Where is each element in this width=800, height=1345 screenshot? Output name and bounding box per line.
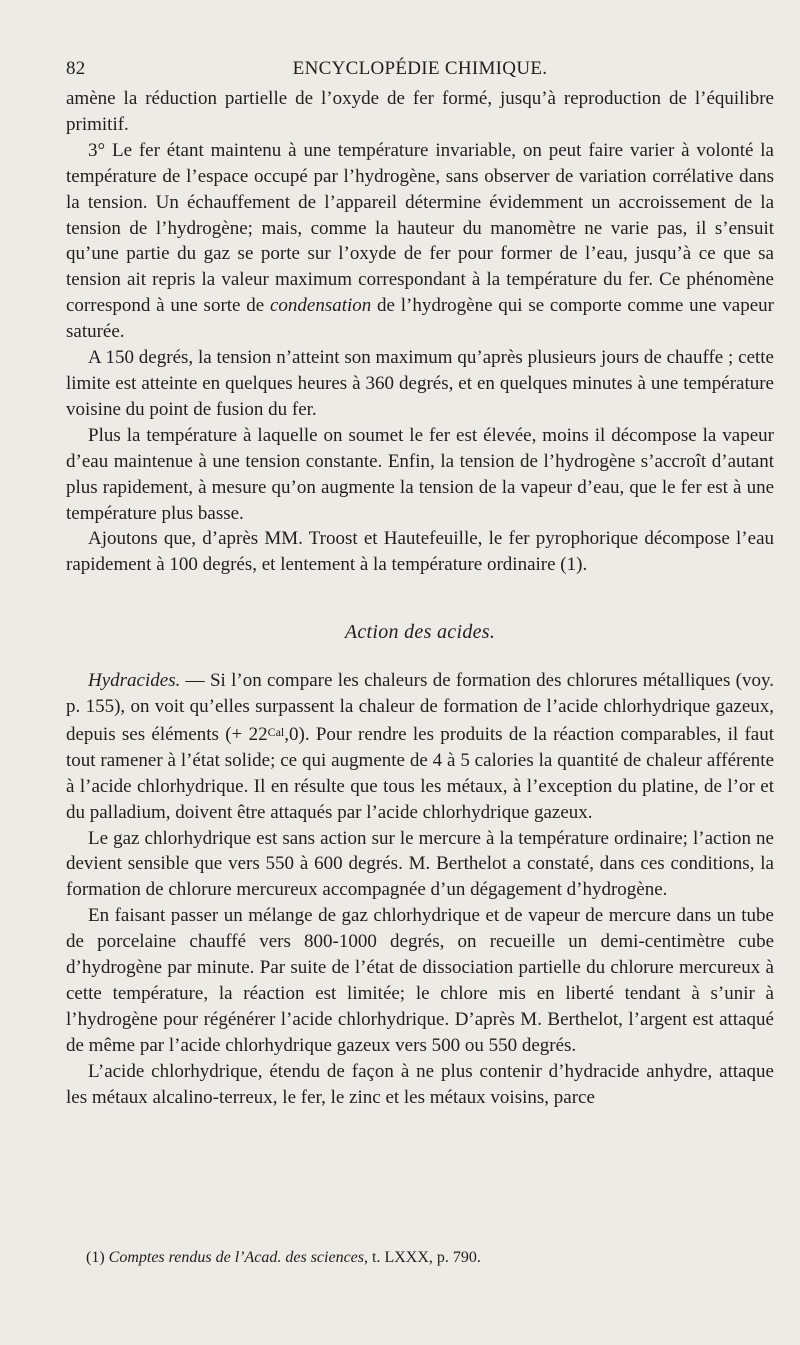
lead-term-hydracides: Hydracides. bbox=[88, 670, 181, 692]
paragraph-pyrophoric: Ajoutons que, d’après MM. Troost et Hautefeuille, le fer pyrophorique décompose l’eau rapidement à 100 degrés, et lentement à la température ordinaire (1). bbox=[66, 528, 774, 576]
footnote-reference: , t. LXXX, p. 790. bbox=[364, 1249, 481, 1266]
paragraph-condensation bbox=[66, 138, 774, 345]
paragraph-porcelain-tube: En faisant passer un mélange de gaz chlorhydrique et de vapeur de mercure dans un tube de porcelaine chauffé vers 800-1000 degrés, on recueille un demi-centimètre cube d’hydrogène par minute. Par suite de l’état de dissociation partielle du chlorure mercureux à cette température, la réaction est limitée; le chlore mis en liberté tendant à s’unir à l’hydrogène pour régénérer l’acide chlorhydrique. D’après M. Berthelot, l’argent est attaqué de même par l’acide chlorhydrique gazeux vers 500 ou 550 degrés. bbox=[66, 905, 774, 1056]
paragraph-continuation: amène la réduction partielle de l’oxyde de fer formé, jusqu’à reproduction de l’équilibre primitif. bbox=[66, 88, 774, 135]
paragraph-mercury: Le gaz chlorhydrique est sans action sur le mercure à la température ordinaire; l’action ne devient sensible que vers 550 à 600 degrés. M. Berthelot a constaté, dans ces conditions, la formation de chlorure mercureux accompagnée d’un dégagement d’hydrogène. bbox=[66, 827, 774, 901]
paragraph-text: ,0). Pour rendre les produits de la réaction comparables, il faut tout ramener à l’état solide; ce qui augmente de 4 à 5 calories la quantité de chaleur afférente à l’acide chlorhydrique. Il en résulte que tous les métaux, à l’exception du platine, de l’or et du palladium, doivent être attaqués par l’acide chlorhydrique gazeux. bbox=[66, 723, 774, 823]
paragraph-decomposition: Plus la température à laquelle on soumet le fer est élevée, moins il décompose la vapeur d’eau maintenue à une tension constante. Enfin, la tension de l’hydrogène s’accroît d’autant plus rapidement, à mesure qu’on augmente la tension de la vapeur d’eau, que le fer est à une température plus basse. bbox=[66, 424, 774, 524]
section-heading: Action des acides. bbox=[344, 621, 496, 644]
emphasis-condensation: condensation bbox=[269, 295, 372, 317]
paragraph-dilute-acid: L’acide chlorhydrique, étendu de façon à ne plus contenir d’hydracide anhydre, attaque les métaux alcalino-terreux, le fer, le zinc et les métaux voisins, parce bbox=[66, 1060, 774, 1108]
page-body bbox=[66, 86, 774, 1111]
page-header bbox=[66, 58, 774, 82]
running-title: ENCYCLOPÉDIE CHIMIQUE. bbox=[292, 58, 548, 79]
footnote bbox=[86, 1248, 774, 1268]
footnote-marker: (1) bbox=[86, 1249, 109, 1266]
paragraph-temperature-limits: A 150 degrés, la tension n’atteint son maximum qu’après plusieurs jours de chauffe ; cette limite est atteinte en quelques heures à 360 degrés, et en quelques minutes à une température voisine du point de fusion du fer. bbox=[66, 347, 774, 420]
paragraph-text: 3° Le fer étant maintenu à une température invariable, on peut faire varier à volonté la température de l’espace occupé par l’hydrogène, sans observer de variation corrélative dans la tension. Un échauffement de l’appareil détermine évidemment un accroissement de la tension de l’hydrogène; mais, comme la hauteur du manomètre ne varie pas, il s’ensuit qu’une partie du gaz se porte sur l’oxyde de fer pour former de l’eau, jusqu’à ce que sa tension ait repris la valeur maximum correspondant à la température du fer. Ce phénomène correspond à une sorte de bbox=[66, 139, 774, 317]
calorie-unit: Cal bbox=[267, 724, 285, 739]
footnote-source: Comptes rendus de l’Acad. des sciences bbox=[108, 1249, 364, 1266]
paragraph-text: — Si l’on compare les chaleurs de formation des chlorures métalliques (voy. p. 155), on voit qu’elles surpassent la chaleur de formation de l’acide chlorhydrique gazeux, depuis ses éléments (+ 22 bbox=[66, 670, 774, 745]
page-number: 82 bbox=[66, 58, 86, 79]
paragraph-text: de l’hydrogène qui se comporte comme une vapeur saturée. bbox=[66, 295, 774, 343]
paragraph-hydracides bbox=[66, 668, 774, 825]
